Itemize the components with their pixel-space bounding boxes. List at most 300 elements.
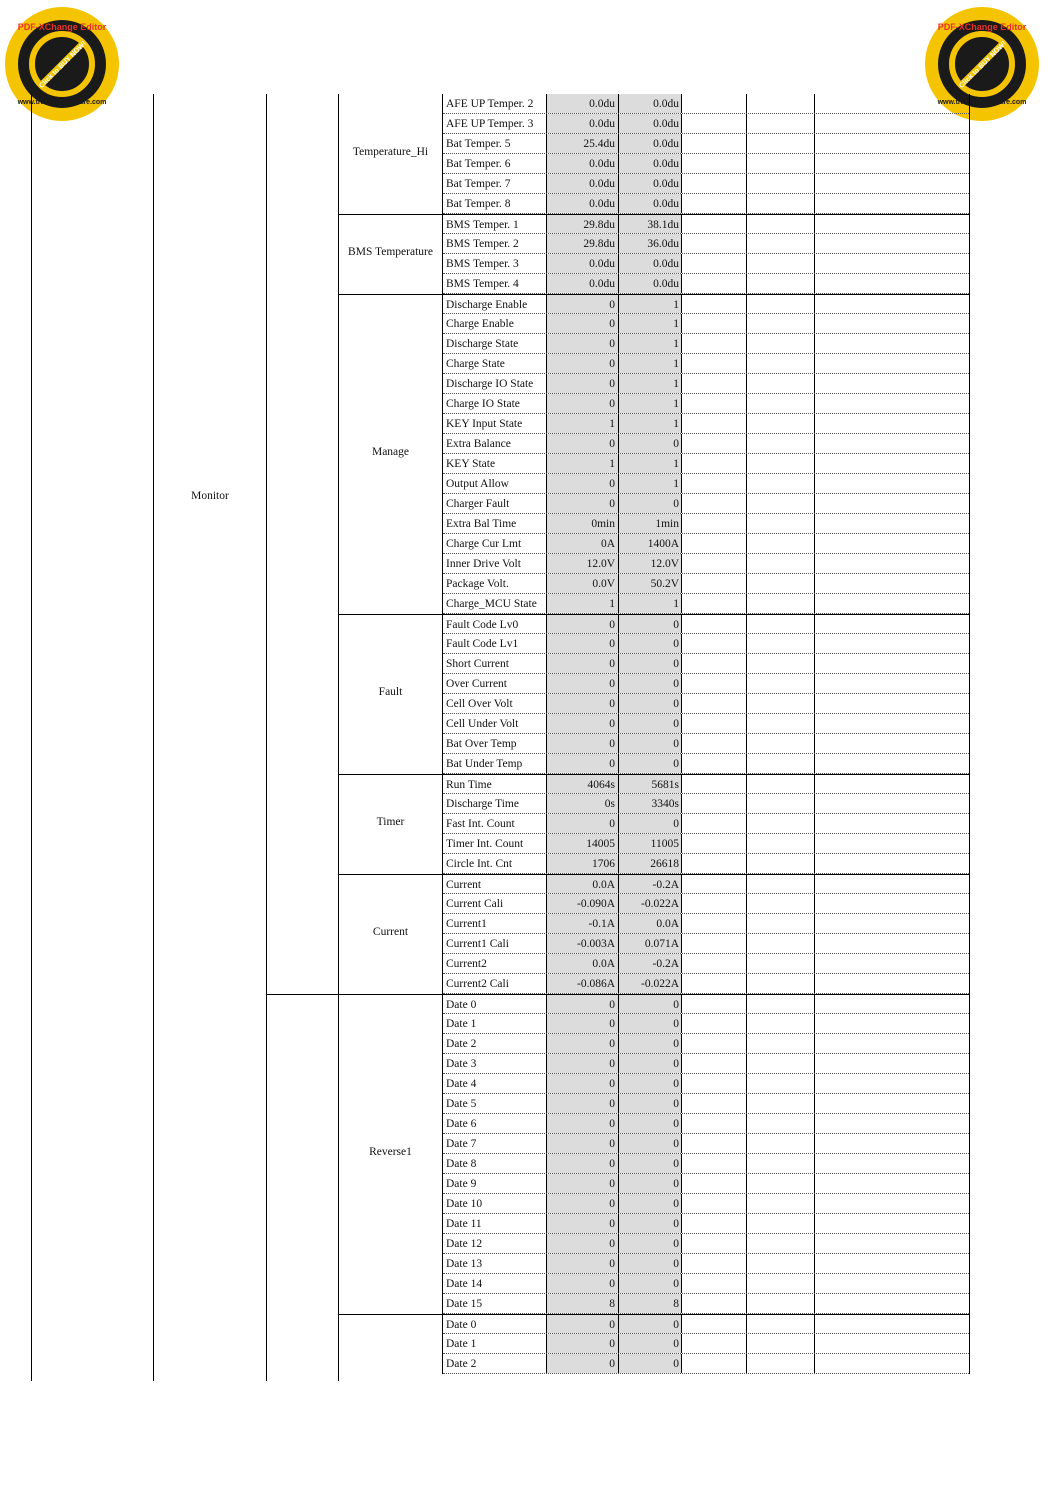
param-name-cell: Date 14 [446, 1278, 483, 1290]
table-row [443, 934, 969, 954]
value-1-cell: 0 [546, 814, 618, 833]
value-1-cell: 0 [546, 1054, 618, 1073]
value-2-cell: 0 [618, 1234, 681, 1253]
value-2-cell: 0 [618, 754, 681, 773]
table-row [443, 274, 969, 294]
value-2-cell: 0 [618, 1154, 681, 1173]
param-name-cell: BMS Temper. 3 [446, 258, 519, 270]
badge-bottom-text: www.tracker-software.com [937, 99, 1027, 106]
empty-cell [681, 254, 746, 273]
value-1-cell: 0 [546, 1014, 618, 1033]
value-1-cell: 12.0V [546, 554, 618, 573]
param-name-cell: Date 3 [446, 1058, 477, 1070]
empty-cell [681, 914, 746, 933]
value-2-cell: 0 [618, 1134, 681, 1153]
table-row [443, 314, 969, 334]
value-2-cell: 1 [618, 334, 681, 353]
value-2-cell: 1 [618, 474, 681, 493]
empty-cell [681, 875, 746, 893]
empty-cell [814, 1274, 969, 1293]
value-2-cell: -0.022A [618, 974, 681, 993]
empty-cell [746, 594, 814, 613]
empty-cell [814, 1294, 969, 1313]
param-name-cell: Date 11 [446, 1218, 482, 1230]
empty-cell [681, 215, 746, 233]
empty-cell [681, 474, 746, 493]
empty-cell [746, 174, 814, 193]
empty-cell [746, 1134, 814, 1153]
table-row [443, 1314, 969, 1334]
value-2-cell: 50.2V [618, 574, 681, 593]
empty-cell [814, 775, 969, 793]
table-row [443, 1194, 969, 1214]
table-row [443, 1054, 969, 1074]
value-1-cell: 0 [546, 394, 618, 413]
group-label: BMS Temperature [348, 246, 433, 258]
empty-cell [814, 794, 969, 813]
empty-cell [681, 1274, 746, 1293]
value-1-cell: 0 [546, 1114, 618, 1133]
param-name-cell: AFE UP Temper. 2 [446, 98, 534, 110]
empty-cell [814, 1334, 969, 1353]
param-name-cell: Date 0 [446, 999, 477, 1011]
empty-cell [814, 514, 969, 533]
empty-cell [681, 174, 746, 193]
empty-cell [681, 1034, 746, 1053]
empty-cell [814, 574, 969, 593]
param-name-cell: Fault Code Lv0 [446, 619, 519, 631]
param-name-cell: Inner Drive Volt [446, 558, 521, 570]
param-name-cell: Charge State [446, 358, 505, 370]
param-name-cell: Charger Fault [446, 498, 510, 510]
group-label: Timer [376, 816, 405, 828]
param-name-cell: Fault Code Lv1 [446, 638, 519, 650]
value-2-cell: 26618 [618, 854, 681, 873]
badge-top-text: PDF-XChange Editor [937, 22, 1027, 32]
param-name-cell: Extra Bal Time [446, 518, 517, 530]
table-row [443, 374, 969, 394]
empty-cell [746, 914, 814, 933]
table-row [443, 1214, 969, 1234]
empty-cell [681, 334, 746, 353]
empty-cell [746, 334, 814, 353]
empty-cell [681, 754, 746, 773]
value-2-cell: 0 [618, 1274, 681, 1293]
table-row [443, 194, 969, 214]
empty-cell [746, 634, 814, 653]
empty-cell [746, 374, 814, 393]
value-2-cell: 1 [618, 454, 681, 473]
empty-cell [746, 875, 814, 893]
table-row [443, 1354, 969, 1374]
value-2-cell: 1 [618, 314, 681, 333]
empty-cell [814, 494, 969, 513]
param-name-cell: Charge Cur Lmt [446, 538, 522, 550]
empty-cell [746, 1354, 814, 1373]
value-1-cell: 0 [546, 1134, 618, 1153]
empty-cell [681, 394, 746, 413]
value-1-cell: 0 [546, 1274, 618, 1293]
table-row [443, 1074, 969, 1094]
empty-cell [746, 794, 814, 813]
value-2-cell: 0.071A [618, 934, 681, 953]
value-2-cell: 8 [618, 1294, 681, 1313]
empty-cell [681, 954, 746, 973]
table-row [443, 774, 969, 794]
empty-cell [814, 1315, 969, 1333]
empty-cell [814, 875, 969, 893]
value-2-cell: 0 [618, 694, 681, 713]
table-row [443, 534, 969, 554]
param-name-cell: Run Time [446, 779, 492, 791]
param-name-cell: Date 12 [446, 1238, 483, 1250]
empty-cell [746, 1274, 814, 1293]
value-1-cell: 14005 [546, 834, 618, 853]
empty-cell [681, 1154, 746, 1173]
value-2-cell: 1 [618, 394, 681, 413]
param-name-cell: Date 1 [446, 1018, 477, 1030]
empty-cell [814, 474, 969, 493]
param-name-cell: Discharge Time [446, 798, 519, 810]
value-2-cell: 0 [618, 714, 681, 733]
value-1-cell: 0 [546, 1094, 618, 1113]
empty-cell [681, 634, 746, 653]
table-row [443, 494, 969, 514]
table-row [443, 854, 969, 874]
value-1-cell: 0 [546, 615, 618, 633]
empty-cell [746, 1054, 814, 1073]
param-name-cell: Date 2 [446, 1358, 477, 1370]
empty-cell [814, 354, 969, 373]
empty-cell [681, 454, 746, 473]
group-label: Current [372, 926, 409, 938]
value-2-cell: 0 [618, 814, 681, 833]
value-1-cell: 0 [546, 434, 618, 453]
table-row [443, 254, 969, 274]
value-2-cell: 11005 [618, 834, 681, 853]
value-2-cell: 0.0du [618, 254, 681, 273]
param-name-cell: Charge IO State [446, 398, 520, 410]
empty-cell [681, 434, 746, 453]
table-row [443, 1334, 969, 1354]
value-2-cell: 0 [618, 1174, 681, 1193]
group-label: Manage [371, 446, 410, 458]
value-1-cell: 29.8du [546, 215, 618, 233]
param-name-cell: Current [446, 879, 482, 891]
table-row [443, 834, 969, 854]
param-name-cell: Date 4 [446, 1078, 477, 1090]
empty-cell [681, 1094, 746, 1113]
empty-cell [814, 254, 969, 273]
empty-cell [814, 914, 969, 933]
empty-cell [681, 274, 746, 293]
value-2-cell: 5681s [618, 775, 681, 793]
empty-cell [814, 894, 969, 913]
group-separator [338, 614, 442, 615]
value-2-cell: 0.0du [618, 114, 681, 133]
empty-cell [814, 154, 969, 173]
group-separator [338, 214, 442, 215]
table-row [443, 294, 969, 314]
value-1-cell: 0 [546, 1074, 618, 1093]
param-name-cell: Bat Temper. 7 [446, 178, 511, 190]
table-row [443, 554, 969, 574]
empty-cell [681, 1334, 746, 1353]
empty-cell [746, 995, 814, 1013]
empty-cell [746, 1194, 814, 1213]
value-1-cell: 0A [546, 534, 618, 553]
empty-cell [681, 414, 746, 433]
empty-cell [746, 254, 814, 273]
empty-cell [814, 1214, 969, 1233]
empty-cell [814, 734, 969, 753]
empty-cell [746, 314, 814, 333]
table-row [443, 874, 969, 894]
table-row [443, 354, 969, 374]
table-row [443, 154, 969, 174]
param-name-cell: KEY State [446, 458, 496, 470]
value-2-cell: 0 [618, 1014, 681, 1033]
badge-bottom-text: www.tracker-software.com [17, 99, 107, 106]
table-row [443, 694, 969, 714]
table-row [443, 1174, 969, 1194]
value-1-cell: 0.0du [546, 174, 618, 193]
value-2-cell: 1 [618, 354, 681, 373]
empty-cell [746, 574, 814, 593]
empty-cell [746, 1114, 814, 1133]
group-separator [338, 874, 442, 875]
empty-cell [681, 1174, 746, 1193]
value-1-cell: 0 [546, 334, 618, 353]
table-row [443, 134, 969, 154]
pdf-xchange-badge-left[interactable] [2, 4, 122, 124]
empty-cell [681, 694, 746, 713]
empty-cell [814, 274, 969, 293]
table-row [443, 1034, 969, 1054]
value-1-cell: 0.0du [546, 114, 618, 133]
empty-cell [814, 194, 969, 213]
column-divider [266, 94, 267, 1381]
param-name-cell: Cell Under Volt [446, 718, 519, 730]
value-1-cell: 25.4du [546, 134, 618, 153]
param-name-cell: Date 6 [446, 1118, 477, 1130]
group-separator [338, 294, 442, 295]
value-1-cell: -0.003A [546, 934, 618, 953]
empty-cell [746, 1234, 814, 1253]
table-row [443, 974, 969, 994]
table-row [443, 954, 969, 974]
param-name-cell: Over Current [446, 678, 507, 690]
empty-cell [681, 854, 746, 873]
empty-cell [746, 1294, 814, 1313]
value-1-cell: 0 [546, 474, 618, 493]
value-1-cell: 0 [546, 714, 618, 733]
value-2-cell: 0 [618, 1214, 681, 1233]
value-1-cell: 1 [546, 594, 618, 613]
group-separator [338, 774, 442, 775]
empty-cell [746, 274, 814, 293]
param-name-cell: Fast Int. Count [446, 818, 515, 830]
empty-cell [814, 654, 969, 673]
empty-cell [681, 1014, 746, 1033]
empty-cell [814, 1034, 969, 1053]
param-name-cell: Current Cali [446, 898, 504, 910]
empty-cell [814, 134, 969, 153]
value-1-cell: 1706 [546, 854, 618, 873]
empty-cell [681, 534, 746, 553]
empty-cell [814, 215, 969, 233]
table-row [443, 614, 969, 634]
table-row [443, 1014, 969, 1034]
value-2-cell: -0.2A [618, 954, 681, 973]
value-1-cell: 0 [546, 354, 618, 373]
table-row [443, 814, 969, 834]
param-name-cell: Date 2 [446, 1038, 477, 1050]
param-name-cell: Current2 Cali [446, 978, 509, 990]
empty-cell [814, 534, 969, 553]
value-1-cell: 0 [546, 1254, 618, 1273]
value-1-cell: 0 [546, 1234, 618, 1253]
value-1-cell: 0 [546, 314, 618, 333]
param-name-cell: BMS Temper. 4 [446, 278, 519, 290]
table-row [443, 674, 969, 694]
empty-cell [746, 1154, 814, 1173]
empty-cell [681, 1194, 746, 1213]
empty-cell [814, 1194, 969, 1213]
value-1-cell: 0 [546, 295, 618, 313]
empty-cell [746, 674, 814, 693]
value-2-cell: 0 [618, 674, 681, 693]
empty-cell [746, 154, 814, 173]
empty-cell [681, 1214, 746, 1233]
value-2-cell: 0 [618, 654, 681, 673]
value-2-cell: 0 [618, 494, 681, 513]
param-name-cell: Timer Int. Count [446, 838, 524, 850]
empty-cell [746, 954, 814, 973]
param-name-cell: Output Allow [446, 478, 509, 490]
value-2-cell: 0 [618, 1194, 681, 1213]
empty-cell [814, 714, 969, 733]
empty-cell [681, 615, 746, 633]
empty-cell [814, 1254, 969, 1273]
empty-cell [814, 674, 969, 693]
parameter-table [442, 94, 970, 1374]
table-row [443, 214, 969, 234]
empty-cell [746, 1074, 814, 1093]
value-1-cell: -0.086A [546, 974, 618, 993]
value-2-cell: 0.0du [618, 174, 681, 193]
value-1-cell: 0 [546, 694, 618, 713]
value-1-cell: 0 [546, 1334, 618, 1353]
empty-cell [681, 354, 746, 373]
empty-cell [681, 995, 746, 1013]
param-name-cell: Bat Temper. 8 [446, 198, 511, 210]
param-name-cell: Cell Over Volt [446, 698, 513, 710]
value-1-cell: 0.0du [546, 274, 618, 293]
empty-cell [681, 775, 746, 793]
value-2-cell: 0.0du [618, 154, 681, 173]
empty-cell [814, 454, 969, 473]
empty-cell [746, 1034, 814, 1053]
table-row [443, 1094, 969, 1114]
param-name-cell: Bat Under Temp [446, 758, 523, 770]
empty-cell [814, 1134, 969, 1153]
value-2-cell: -0.2A [618, 875, 681, 893]
value-2-cell: 0.0du [618, 194, 681, 213]
table-row [443, 594, 969, 614]
param-name-cell: Charge Enable [446, 318, 514, 330]
value-1-cell: 0 [546, 1214, 618, 1233]
empty-cell [746, 215, 814, 233]
value-2-cell: 0.0A [618, 914, 681, 933]
empty-cell [814, 694, 969, 713]
empty-cell [814, 1094, 969, 1113]
empty-cell [814, 754, 969, 773]
table-row [443, 894, 969, 914]
empty-cell [746, 754, 814, 773]
value-2-cell: 38.1du [618, 215, 681, 233]
value-1-cell: 0 [546, 1194, 618, 1213]
table-row [443, 1154, 969, 1174]
value-1-cell: 0.0A [546, 954, 618, 973]
empty-cell [746, 194, 814, 213]
empty-cell [681, 834, 746, 853]
table-row [443, 334, 969, 354]
empty-cell [746, 295, 814, 313]
empty-cell [814, 374, 969, 393]
empty-cell [814, 394, 969, 413]
value-2-cell: 0 [618, 1315, 681, 1333]
value-1-cell: 0 [546, 374, 618, 393]
value-2-cell: 0 [618, 1354, 681, 1373]
empty-cell [746, 854, 814, 873]
table-row [443, 1254, 969, 1274]
empty-cell [746, 1094, 814, 1113]
value-2-cell: -0.022A [618, 894, 681, 913]
empty-cell [814, 594, 969, 613]
value-1-cell: 0 [546, 1174, 618, 1193]
table-row [443, 794, 969, 814]
empty-cell [814, 1354, 969, 1373]
table-row [443, 454, 969, 474]
empty-cell [746, 934, 814, 953]
empty-cell [681, 814, 746, 833]
empty-cell [746, 974, 814, 993]
table-row [443, 514, 969, 534]
value-2-cell: 0 [618, 615, 681, 633]
param-name-cell: Current1 [446, 918, 487, 930]
empty-cell [814, 234, 969, 253]
empty-cell [746, 514, 814, 533]
empty-cell [746, 234, 814, 253]
value-2-cell: 1 [618, 594, 681, 613]
table-row [443, 414, 969, 434]
value-1-cell: 0.0du [546, 94, 618, 113]
empty-cell [814, 954, 969, 973]
value-1-cell: 0min [546, 514, 618, 533]
empty-cell [814, 834, 969, 853]
empty-cell [746, 494, 814, 513]
table-row [443, 1134, 969, 1154]
value-2-cell: 0 [618, 434, 681, 453]
empty-cell [681, 1134, 746, 1153]
empty-cell [681, 1315, 746, 1333]
empty-cell [746, 775, 814, 793]
param-name-cell: Discharge IO State [446, 378, 534, 390]
empty-cell [746, 554, 814, 573]
empty-cell [681, 494, 746, 513]
value-1-cell: 0 [546, 674, 618, 693]
